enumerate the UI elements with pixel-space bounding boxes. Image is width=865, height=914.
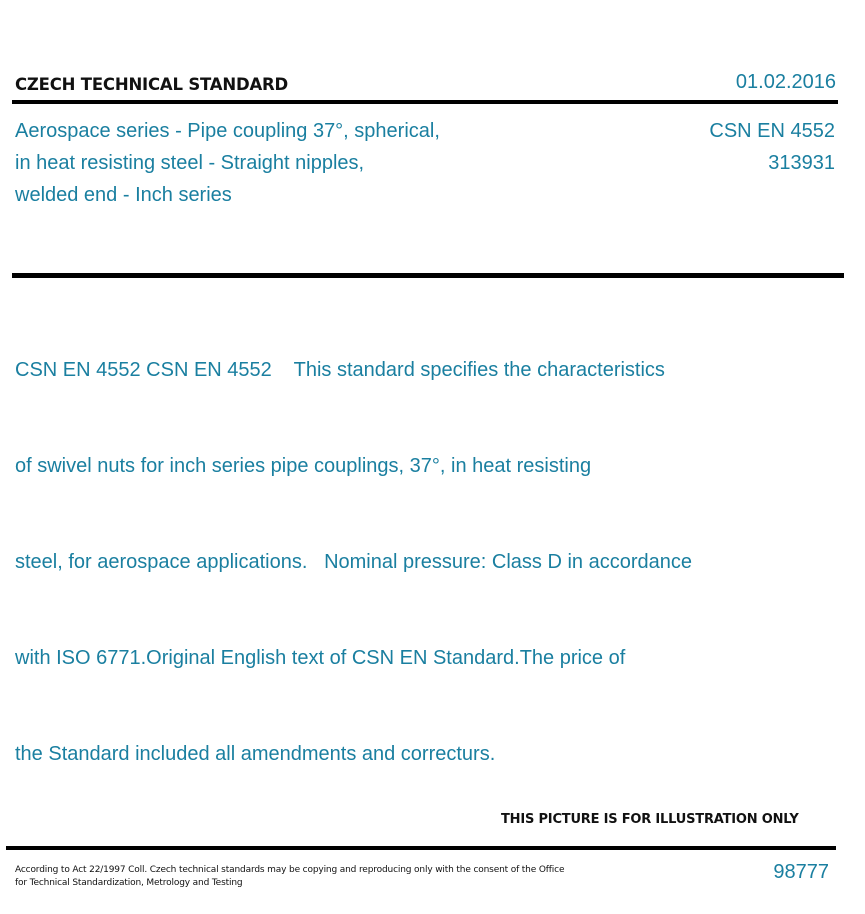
abstract-line: CSN EN 4552 CSN EN 4552 This standard specifies the characteristics <box>15 359 665 381</box>
legal-line: for Technical Standardization, Metrology and Testing <box>15 878 243 888</box>
section-divider <box>12 273 844 278</box>
publication-date: 01.02.2016 <box>735 71 836 93</box>
header-label: CZECH TECHNICAL STANDARD <box>15 75 289 94</box>
illustration-notice: THIS PICTURE IS FOR ILLUSTRATION ONLY <box>501 812 799 827</box>
abstract-line: steel, for aerospace applications. Nominal pressure: Class D in accordance <box>15 551 692 573</box>
abstract-line: of swivel nuts for inch series pipe couplings, 37°, in heat resisting <box>15 455 592 477</box>
standard-abstract <box>15 290 692 802</box>
title-line: Aerospace series - Pipe coupling 37°, spherical, <box>15 120 440 142</box>
abstract-line: with ISO 6771.Original English text of CSN EN Standard.The price of <box>15 647 626 669</box>
standard-code: CSN EN 4552 <box>709 120 835 142</box>
standard-title <box>15 115 440 211</box>
abstract-line: the Standard included all amendments and correcturs. <box>15 743 496 765</box>
title-line: in heat resisting steel - Straight nipples, <box>15 152 365 174</box>
title-line: welded end - Inch series <box>15 184 232 206</box>
document-id: 98777 <box>773 861 829 883</box>
header-divider <box>12 100 838 104</box>
standard-identifiers <box>709 115 835 179</box>
legal-notice <box>15 864 564 890</box>
footer-divider <box>6 846 836 850</box>
catalog-number: 313931 <box>768 152 835 174</box>
legal-line: According to Act 22/1997 Coll. Czech technical standards may be copying and reproducing only with the consent of the Office <box>15 865 565 875</box>
